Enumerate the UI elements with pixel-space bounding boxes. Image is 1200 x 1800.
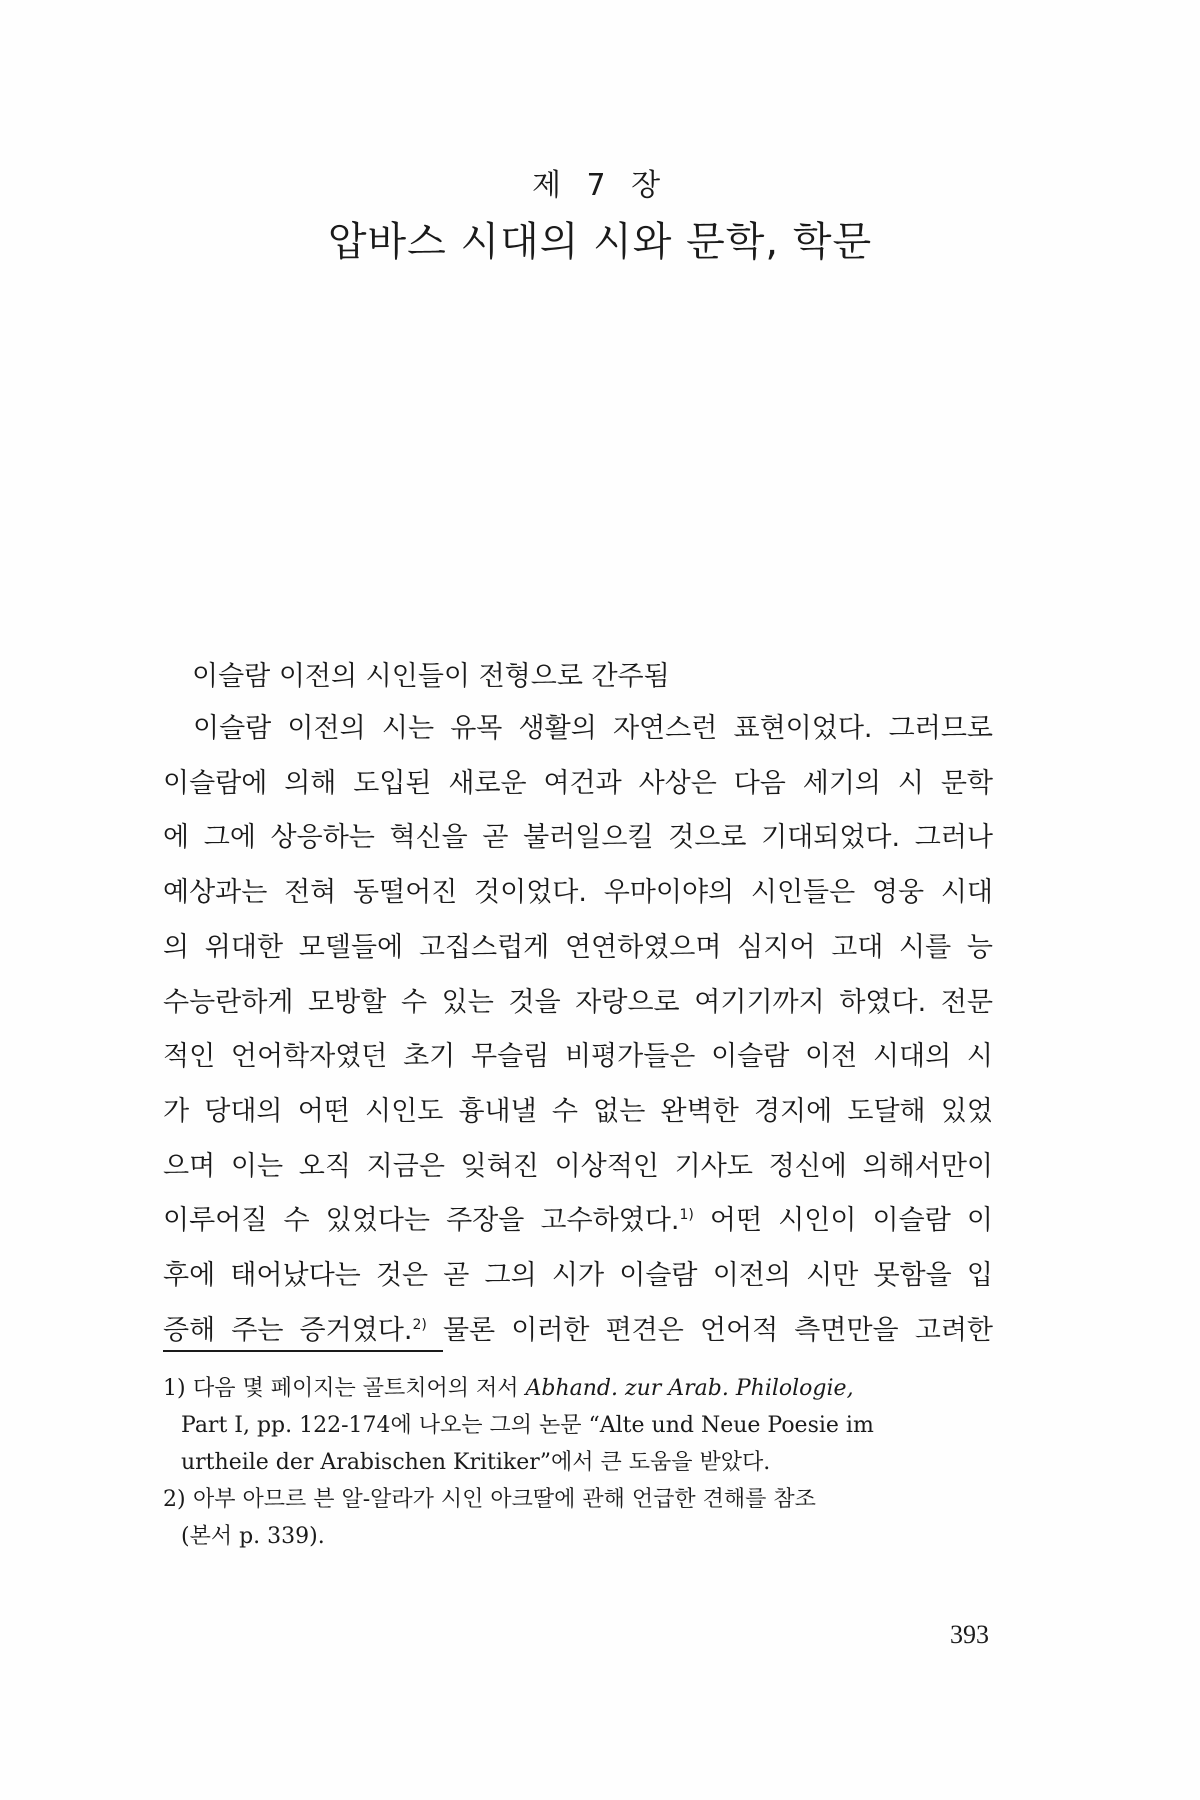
body-text-segment: 물론 이러한 편견은 언어적 측면만을 고려한 xyxy=(426,1314,993,1346)
chapter-title: 압바스 시대의 시와 문학, 학문 xyxy=(327,219,873,265)
footnote-text: Part I, pp. 122-174에 나오는 그의 논문 “Alte und Neue Poesie im xyxy=(181,1413,874,1438)
body-text-segment: 이루어질 수 있었다는 주장을 고수하였다. xyxy=(163,1205,680,1237)
body-line: 으며 이는 오직 지금은 잊혀진 이상적인 기사도 정신에 의해서만이 xyxy=(163,1150,993,1182)
body-line: 수능란하게 모방할 수 있는 것을 자랑으로 여기기까지 하였다. 전문 xyxy=(163,986,993,1018)
body-line: 예상과는 전혀 동떨어진 것이었다. 우마이야의 시인들은 영웅 시대 xyxy=(163,877,993,909)
body-line: 후에 태어났다는 것은 곧 그의 시가 이슬람 이전의 시만 못함을 입 xyxy=(163,1260,993,1292)
footnote-text: 아부 아므르 븐 알-알라가 시인 아크딸에 관해 언급한 견해를 참조 xyxy=(193,1487,816,1512)
footnote-ref-1[interactable]: 1) xyxy=(679,1207,694,1224)
footnote-2 xyxy=(163,1481,993,1555)
footnote-divider xyxy=(163,1350,443,1352)
footnote-text: urtheile der Arabischen Kritiker”에서 큰 도움을 받았다. xyxy=(181,1450,771,1475)
footnote-text: (본서 p. 339). xyxy=(181,1524,325,1549)
body-line: 가 당대의 어떤 시인도 흉내낼 수 없는 완벽한 경지에 도달해 있었 xyxy=(163,1095,993,1127)
body-line: 에 그에 상응하는 혁신을 곧 불러일으킬 것으로 기대되었다. 그러나 xyxy=(163,822,993,854)
chapter-label: 제 7 장 xyxy=(531,168,669,203)
body-paragraph xyxy=(163,702,993,1358)
footnote-number: 1) xyxy=(163,1376,186,1401)
body-line xyxy=(163,1194,993,1249)
footnote-1 xyxy=(163,1370,993,1481)
footnotes xyxy=(163,1370,993,1555)
body-line: 적인 언어학자였던 초기 무슬림 비평가들은 이슬람 이전 시대의 시 xyxy=(163,1041,993,1073)
footnote-number: 2) xyxy=(163,1487,186,1512)
body-text-segment: 증해 주는 증거였다. xyxy=(163,1314,413,1346)
footnote-book-title: Abhand. zur Arab. Philologie, xyxy=(525,1376,854,1401)
footnote-text: 다음 몇 페이지는 골트치어의 저서 xyxy=(193,1376,526,1401)
body-line: 이슬람에 의해 도입된 새로운 여건과 사상은 다음 세기의 시 문학 xyxy=(163,767,993,799)
page-number: 393 xyxy=(950,1620,989,1649)
footnote-ref-2[interactable]: 2) xyxy=(412,1316,427,1333)
body-line: 의 위대한 모델들에 고집스럽게 연연하였으며 심지어 고대 시를 능 xyxy=(163,931,993,963)
section-heading: 이슬람 이전의 시인들이 전형으로 간주됨 xyxy=(192,661,670,692)
body-line: 이슬람 이전의 시는 유목 생활의 자연스런 표현이었다. 그러므로 xyxy=(193,713,993,744)
body-text-segment: 어떤 시인이 이슬람 이 xyxy=(693,1205,993,1237)
